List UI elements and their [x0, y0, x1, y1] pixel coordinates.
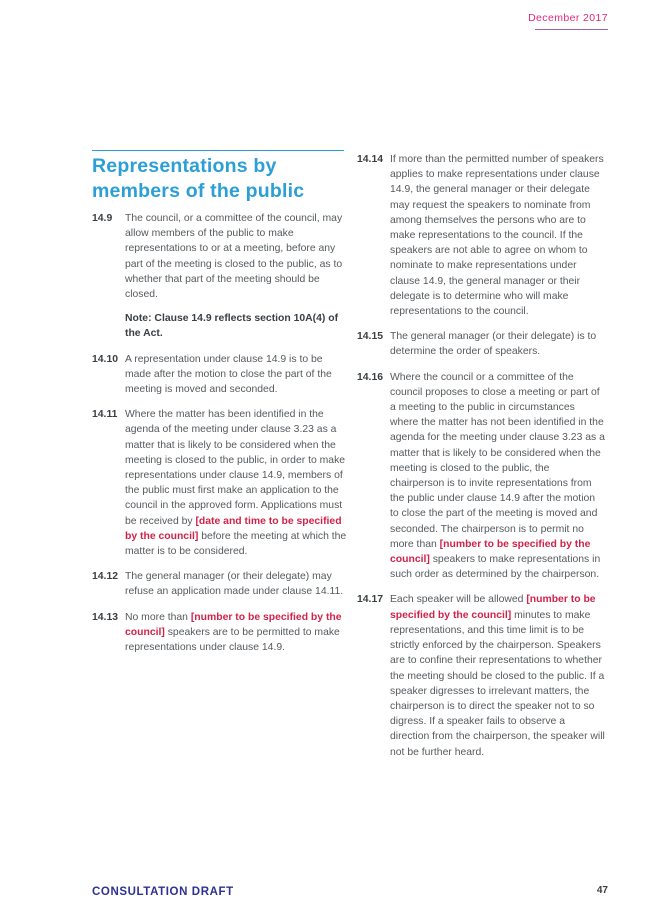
clause-text: The council, or a committee of the council, may allow members of the public to make representations to or at a meeting, before any part of the meeting is closed to the public, as to whether that part of the meeting should be closed.: [125, 213, 343, 301]
clause-body: [390, 329, 605, 359]
footer-label: CONSULTATION DRAFT: [92, 886, 234, 898]
clause-text-post: before the meeting at which the matter is to be considered.: [125, 530, 347, 558]
clause-text: The general manager (or their delegate) may refuse an application made under clause 14.11.: [125, 571, 344, 598]
clause-14-12: [92, 569, 350, 599]
clause-text-pre: No more than: [125, 611, 191, 623]
clause-14-15: [357, 329, 605, 359]
clause-body: [125, 610, 350, 656]
clause-text-pre: Where the council or a committee of the council proposes to close a meeting or part of a meeting to the public in circumstances where the matter has not been identified in the agenda for the meeting under clause 3.23 as a matter that is likely to be considered when the meeting is closed to the public, the chairperson is to invite representations from the public under clause 14.9 after the motion to close the part of the meeting is moved and seconded. The chairperson is to permit no more than: [390, 371, 605, 550]
clause-14-13: [92, 610, 350, 656]
page-number: 47: [596, 885, 608, 896]
clause-number: 14.12: [92, 571, 119, 583]
clause-body: [125, 407, 350, 559]
clause-14-11: [92, 407, 350, 559]
section-title: Representations by members of the public: [92, 155, 305, 202]
clause-text-pre: Where the matter has been identified in the agenda of the meeting under clause 3.23 as a matter that is likely to be considered when the meeting is closed to the public, in order to make representations under clause 14.9, members of the public must first make an application to the council in the approved form. Applications must be received by: [125, 409, 346, 527]
clause-14-14: [357, 152, 605, 319]
clause-body: [390, 152, 605, 319]
clause-text-post: speakers are to be permitted to make representations under clause 14.9.: [125, 626, 340, 654]
header-rule: [535, 29, 608, 30]
clause-14-17: [357, 592, 605, 759]
placeholder-highlight: [date and time to be specified by the council]: [125, 515, 342, 542]
clause-14-16: [357, 370, 605, 583]
clause-text: A representation under clause 14.9 is to be made after the motion to close the part of the meeting is moved and seconded.: [125, 353, 332, 396]
clause-body: [125, 352, 350, 398]
placeholder-highlight: [number to be specified by the council]: [390, 538, 591, 566]
placeholder-highlight: [number to be specified by the council]: [125, 611, 342, 638]
title-rule: [92, 150, 344, 151]
clause-body: [390, 592, 605, 759]
header-date: December 2017: [528, 12, 608, 24]
placeholder-highlight: [number to be specified by the council]: [390, 594, 596, 621]
clause-text: [125, 407, 350, 559]
clause-text: The general manager (or their delegate) is to determine the order of speakers.: [390, 331, 597, 358]
clause-number: 14.15: [357, 331, 384, 343]
clause-text: [390, 592, 605, 759]
clause-number: 14.13: [92, 611, 119, 623]
clause-note: Note: Clause 14.9 reflects section 10A(4) of the Act.: [125, 313, 339, 340]
clause-number: 14.11: [92, 409, 118, 421]
left-column: [92, 150, 350, 665]
clause-text-pre: Each speaker will be allowed: [390, 594, 527, 606]
clause-text: If more than the permitted number of speakers applies to make representations under clause 14.9, the general manager or their delegate may request the speakers to nominate from among themselves the persons who are to make representations to the council. If the speakers are not able to agree on whom to nominate to make representations under clause 14.9, the general manager or their delegate is to determine who will make representations to the council.: [390, 154, 604, 318]
clause-body: [125, 211, 350, 342]
clause-number: 14.10: [92, 353, 119, 365]
clause-14-9: [92, 211, 350, 342]
clause-body: [125, 569, 350, 599]
clause-number: 14.14: [357, 154, 384, 165]
clause-number: 14.17: [357, 594, 384, 606]
clause-number: 14.16: [357, 371, 384, 383]
clause-text: [390, 370, 605, 583]
clause-14-10: [92, 352, 350, 398]
clause-text-post: minutes to make representations, and this time limit is to be strictly enforced by the chairperson. Speakers are to confine their representations to whether the meeting should be closed to the public. If a speaker digresses to irrelevant matters, the chairperson is to direct the speaker not to so digress. If a speaker fails to observe a direction from the chairperson, the speaker will not be further heard.: [390, 609, 605, 758]
right-column: [357, 152, 605, 770]
clause-body: [390, 370, 605, 583]
clause-number: 14.9: [92, 213, 113, 224]
clause-text-post: speakers to make representations in such order as determined by the chairperson.: [390, 554, 601, 581]
clause-text: [125, 610, 350, 656]
